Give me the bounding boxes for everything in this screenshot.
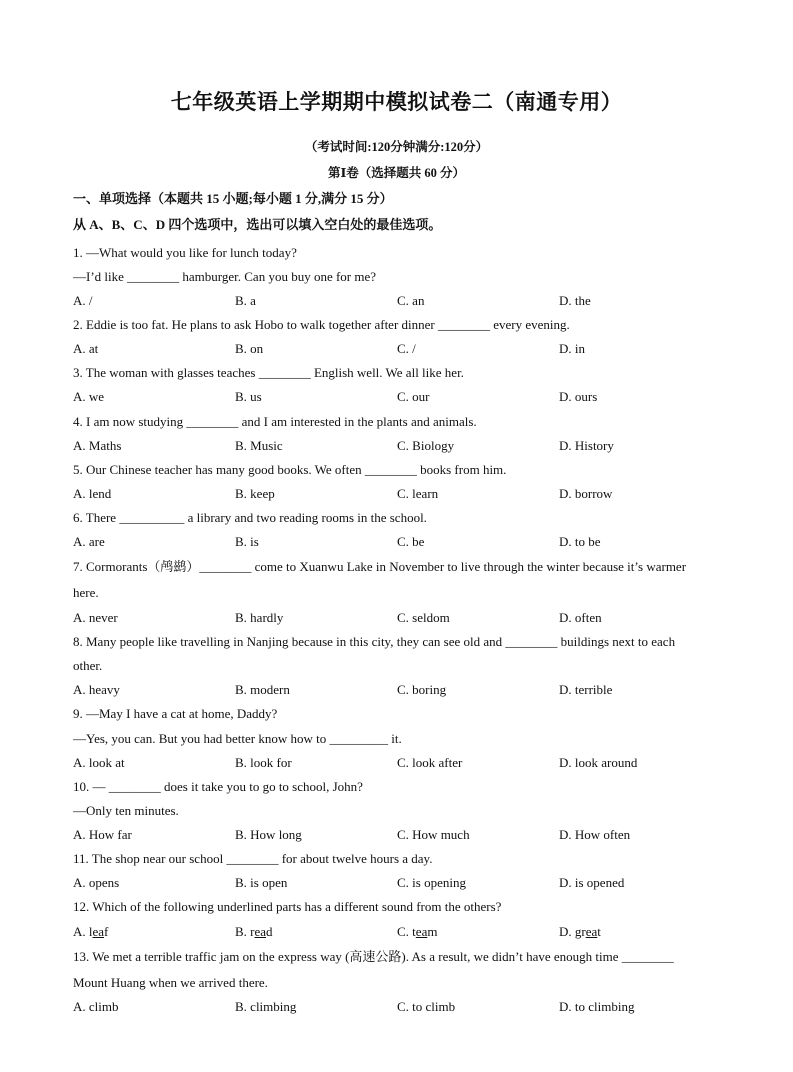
question-9-text: 9. —May I have a cat at home, Daddy? <box>73 706 278 721</box>
question-3-text: 3. The woman with glasses teaches ________ English well. We all like her. <box>73 365 464 380</box>
question-6-text: 6. There __________ a library and two reading rooms in the school. <box>73 510 427 525</box>
page-title: 七年级英语上学期期中模拟试卷二（南通专用） <box>170 90 623 114</box>
option-a: A. at <box>73 341 99 356</box>
question-13-text: 13. We met a terrible traffic jam on the express way (高速公路). As a result, we didn’t have enough time ________ <box>73 949 674 964</box>
option-a: A. heavy <box>73 682 120 697</box>
option-b: B. a <box>235 293 256 308</box>
option-d: D. to be <box>559 534 601 549</box>
question-5-text: 5. Our Chinese teacher has many good books. We often ________ books from him. <box>73 462 507 477</box>
question-7-text: here. <box>73 585 99 600</box>
option-c: C. to climb <box>397 999 456 1014</box>
option-b: B. is open <box>235 875 288 890</box>
question-1-text: 1. —What would you like for lunch today? <box>73 245 297 260</box>
option-c: C. is opening <box>397 875 466 890</box>
option-c: C. seldom <box>397 610 450 625</box>
option-b: B. How long <box>235 827 302 842</box>
option-d: D. to climbing <box>559 999 635 1014</box>
question-7-text: 7. Cormorants（鸬鹚）________ come to Xuanwu Lake in November to live through the winter because it’s warmer <box>73 559 687 574</box>
option-b: B. look for <box>235 755 292 770</box>
option-a: A. are <box>73 534 105 549</box>
question-12-text: 12. Which of the following underlined parts has a different sound from the others? <box>73 899 502 914</box>
option-b: B. us <box>235 389 262 404</box>
option-d: D. ours <box>559 389 598 404</box>
option-d: D. the <box>559 293 591 308</box>
option-d: D. great <box>559 924 601 939</box>
option-b: B. on <box>235 341 264 356</box>
question-10-text: —Only ten minutes. <box>73 803 179 818</box>
question-9-text: —Yes, you can. But you had better know how to _________ it. <box>73 731 402 746</box>
option-a: A. we <box>73 389 105 404</box>
option-c: C. team <box>397 924 438 939</box>
option-d: D. borrow <box>559 486 613 501</box>
option-b: B. keep <box>235 486 275 501</box>
option-c: C. look after <box>397 755 463 770</box>
question-10-text: 10. — ________ does it take you to go to school, John? <box>73 779 363 794</box>
option-a: A. leaf <box>73 924 109 939</box>
option-d: D. terrible <box>559 682 613 697</box>
option-c: C. learn <box>397 486 439 501</box>
option-b: B. modern <box>235 682 290 697</box>
option-d: D. often <box>559 610 602 625</box>
question-1-text: —I’d like ________ hamburger. Can you buy one for me? <box>73 269 377 284</box>
option-a: A. opens <box>73 875 120 890</box>
option-a: A. / <box>73 293 93 308</box>
exam-info: （考试时间:120分钟满分:120分） <box>304 140 489 154</box>
instruction: 从 A、B、C、D 四个选项中，选出可以填入空白处的最佳选项。 <box>73 217 442 232</box>
option-d: D. is opened <box>559 875 625 890</box>
question-2-text: 2. Eddie is too fat. He plans to ask Hobo to walk together after dinner ________ every evening. <box>73 317 570 332</box>
volume-heading: 第Ⅰ卷（选择题共 60 分） <box>327 166 466 180</box>
option-c: C. boring <box>397 682 447 697</box>
option-c: C. be <box>397 534 425 549</box>
question-11-text: 11. The shop near our school ________ for about twelve hours a day. <box>73 851 433 866</box>
option-b: B. climbing <box>235 999 297 1014</box>
option-c: C. an <box>397 293 425 308</box>
section-heading: 一、单项选择（本题共 15 小题;每小题 1 分,满分 15 分） <box>73 191 393 206</box>
question-13-text: Mount Huang when we arrived there. <box>73 975 268 990</box>
option-a: A. How far <box>73 827 132 842</box>
option-d: D. How often <box>559 827 631 842</box>
option-a: A. never <box>73 610 118 625</box>
option-c: C. / <box>397 341 416 356</box>
option-a: A. look at <box>73 755 125 770</box>
option-b: B. is <box>235 534 259 549</box>
option-a: A. climb <box>73 999 119 1014</box>
option-c: C. Biology <box>397 438 455 453</box>
option-c: C. our <box>397 389 430 404</box>
option-b: B. hardly <box>235 610 284 625</box>
option-d: D. look around <box>559 755 638 770</box>
option-b: B. read <box>235 924 273 939</box>
option-d: D. History <box>559 438 614 453</box>
question-4-text: 4. I am now studying ________ and I am interested in the plants and animals. <box>73 414 477 429</box>
option-a: A. lend <box>73 486 112 501</box>
option-d: D. in <box>559 341 585 356</box>
question-8-text: 8. Many people like travelling in Nanjing because in this city, they can see old and ________ buildings next to each <box>73 634 676 649</box>
option-b: B. Music <box>235 438 283 453</box>
option-c: C. How much <box>397 827 470 842</box>
question-8-text: other. <box>73 658 103 673</box>
option-a: A. Maths <box>73 438 122 453</box>
